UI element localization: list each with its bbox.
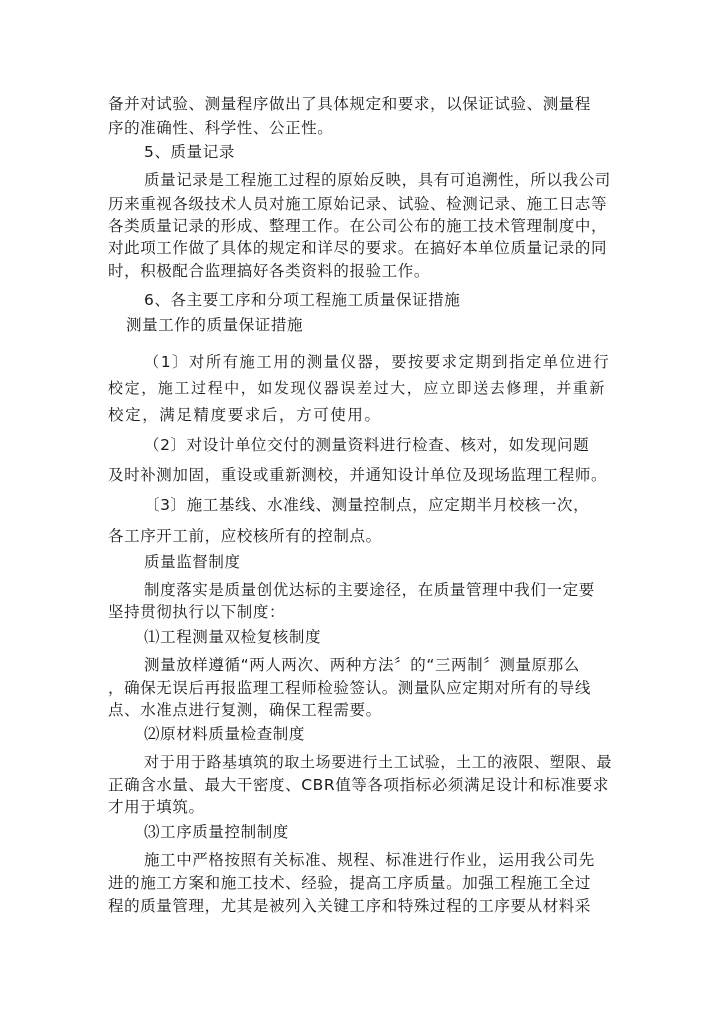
section-heading: 6、各主要工序和分项工程施工质量保证措施	[144, 291, 461, 309]
text-line: 才用于填筑。	[108, 798, 205, 816]
text-line: 质量记录是工程施工过程的原始反映，具有可追溯性，所以我公司	[144, 171, 611, 189]
text-line: 各类质量记录的形成、整理工作。在公司公布的施工技术管理制度中，	[108, 217, 608, 235]
section-heading: 5、质量记录	[144, 143, 235, 161]
text-line: 校定，施工过程中，如发现仪器误差过大，应立即送去修理，并重新	[108, 379, 607, 397]
text-line: 正确含水量、最大干密度、CBR值等各项指标必须满足设计和标准要求	[108, 776, 609, 794]
text-line: 点、水准点进行复测，确保工程需要。	[108, 701, 382, 719]
text-line: ，确保无误后再报监理工程师检验签认。测量队应定期对所有的导线	[108, 679, 592, 697]
text-line: 各工序开工前，应校核所有的控制点。	[108, 527, 382, 545]
text-line: 序的准确性、科学性、公正性。	[108, 119, 334, 137]
text-line: 时，积极配合监理搞好各类资料的报验工作。	[108, 262, 431, 280]
text-line: 坚持贯彻执行以下制度：	[108, 603, 286, 621]
text-line: 〔3〕施工基线、水准线、测量控制点，应定期半月校核一次，	[144, 496, 590, 514]
item-heading: ⑴工程测量双检复核制度	[144, 628, 322, 646]
text-line: 历来重视各级技术人员对施工原始记录、试验、检测记录、施工日志等	[108, 195, 608, 213]
text-line: 制度落实是质量创优达标的主要途径，在质量管理中我们一定要	[144, 581, 595, 599]
subsection-heading: 测量工作的质量保证措施	[126, 316, 304, 334]
text-line: （1〕对所有施工用的测量仪器，要按要求定期到指定单位进行	[144, 353, 611, 371]
text-line: 及时补测加固，重设或重新测校，并通知设计单位及现场监理工程师。	[108, 466, 608, 484]
text-line: 备并对试验、测量程序做出了具体规定和要求，以保证试验、测量程	[108, 95, 592, 113]
text-line: 对此项工作做了具体的规定和详尽的要求。在搞好本单位质量记录的同	[108, 239, 608, 257]
text-line: （2〕对设计单位交付的测量资料进行检查、核对，如发现问题	[144, 436, 590, 454]
text-line: 施工中严格按照有关标准、规程、标准进行作业，运用我公司先	[144, 851, 595, 869]
text-line: 程的质量管理，尤其是被列入关键工序和特殊过程的工序要从材料采	[108, 897, 592, 915]
subsection-heading: 质量监督制度	[144, 553, 241, 571]
text-line: 进的施工方案和施工技术、经验，提高工序质量。加强工程施工全过	[108, 874, 592, 892]
item-heading: ⑶工序质量控制制度	[144, 823, 289, 841]
text-line: 对于用于路基填筑的取土场要进行土工试验，土工的液限、塑限、最	[144, 753, 613, 771]
text-line: 测量放样遵循“两人两次、两种方法〞的“三两制〞测量原那么	[144, 656, 580, 674]
item-heading: ⑵原材料质量检查制度	[144, 725, 306, 743]
text-line: 校定，满足精度要求后，方可使用。	[108, 406, 382, 424]
